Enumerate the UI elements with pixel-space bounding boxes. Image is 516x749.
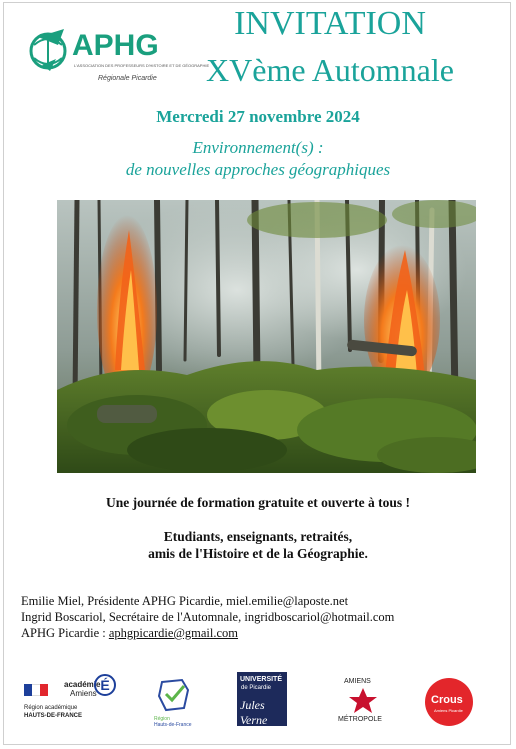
flag-blue	[24, 684, 32, 696]
academie-e-icon: É	[94, 674, 116, 696]
globe-icon	[28, 25, 76, 75]
aphg-logo	[28, 25, 210, 87]
univ-line3: Jules Verne	[240, 698, 268, 727]
contact-line-aphg	[21, 626, 238, 641]
amiens-top: AMIENS	[344, 678, 371, 685]
academie-amiens-logo	[24, 672, 124, 732]
logo-tagline: L'ASSOCIATION DES PROFESSEURS D'HISTOIRE ET DE GÉOGRAPHIE	[74, 63, 210, 68]
page-title: INVITATION	[234, 5, 426, 42]
audience-line1: Etudiants, enseignants, retraités,	[163, 529, 353, 544]
region-map-icon	[156, 678, 192, 712]
region-academique-line2: HAUTS-DE-FRANCE	[24, 713, 82, 719]
amiens-metropole-logo	[334, 672, 394, 732]
region-academique-line1: Région académique	[24, 705, 78, 711]
crous-name: Crous	[431, 694, 463, 706]
partner-logos	[0, 672, 516, 732]
amiens-bottom: MÉTROPOLE	[338, 716, 382, 723]
contact-line-president: Emilie Miel, Présidente APHG Picardie, miel.emilie@laposte.net	[21, 594, 349, 608]
event-theme-line1: Environnement(s) :	[192, 138, 324, 157]
flag-red	[40, 684, 48, 696]
logo-letters: APHG	[72, 29, 159, 62]
contact-line-secretary: Ingrid Boscariol, Secrétaire de l'Automnale, ingridboscariol@hotmail.com	[21, 610, 395, 624]
contact-aphg-email-link[interactable]: aphgpicardie@gmail.com	[108, 626, 239, 640]
crous-sub: Amiens Picardie	[434, 708, 463, 713]
amiens-star-icon	[348, 688, 378, 714]
univ-line1: UNIVERSITÉ	[240, 676, 283, 683]
universite-picardie-logo	[237, 672, 289, 728]
event-date: Mercredi 27 novembre 2024	[156, 107, 360, 126]
academie-city: Amiens	[70, 689, 97, 698]
page-subtitle: XVème Automnale	[206, 52, 454, 88]
flag-white	[32, 684, 40, 696]
logo-region: Régionale Picardie	[98, 75, 157, 82]
region-hauts-de-france-logo	[150, 672, 210, 732]
intro-line: Une journée de formation gratuite et ouverte à tous !	[105, 495, 411, 510]
audience-line2: amis de l'Histoire et de la Géographie.	[148, 546, 368, 561]
academie-word: académie	[64, 680, 101, 689]
region-label2: Hauts-de-France	[154, 722, 192, 728]
contact-aphg-label: APHG Picardie :	[21, 626, 109, 640]
forest-fire-photo	[57, 200, 476, 473]
univ-line2: de Picardie	[241, 685, 272, 691]
crous-logo	[425, 672, 479, 726]
region-label1: Région	[154, 716, 170, 722]
event-theme-line2: de nouvelles approches géographiques	[125, 160, 391, 179]
